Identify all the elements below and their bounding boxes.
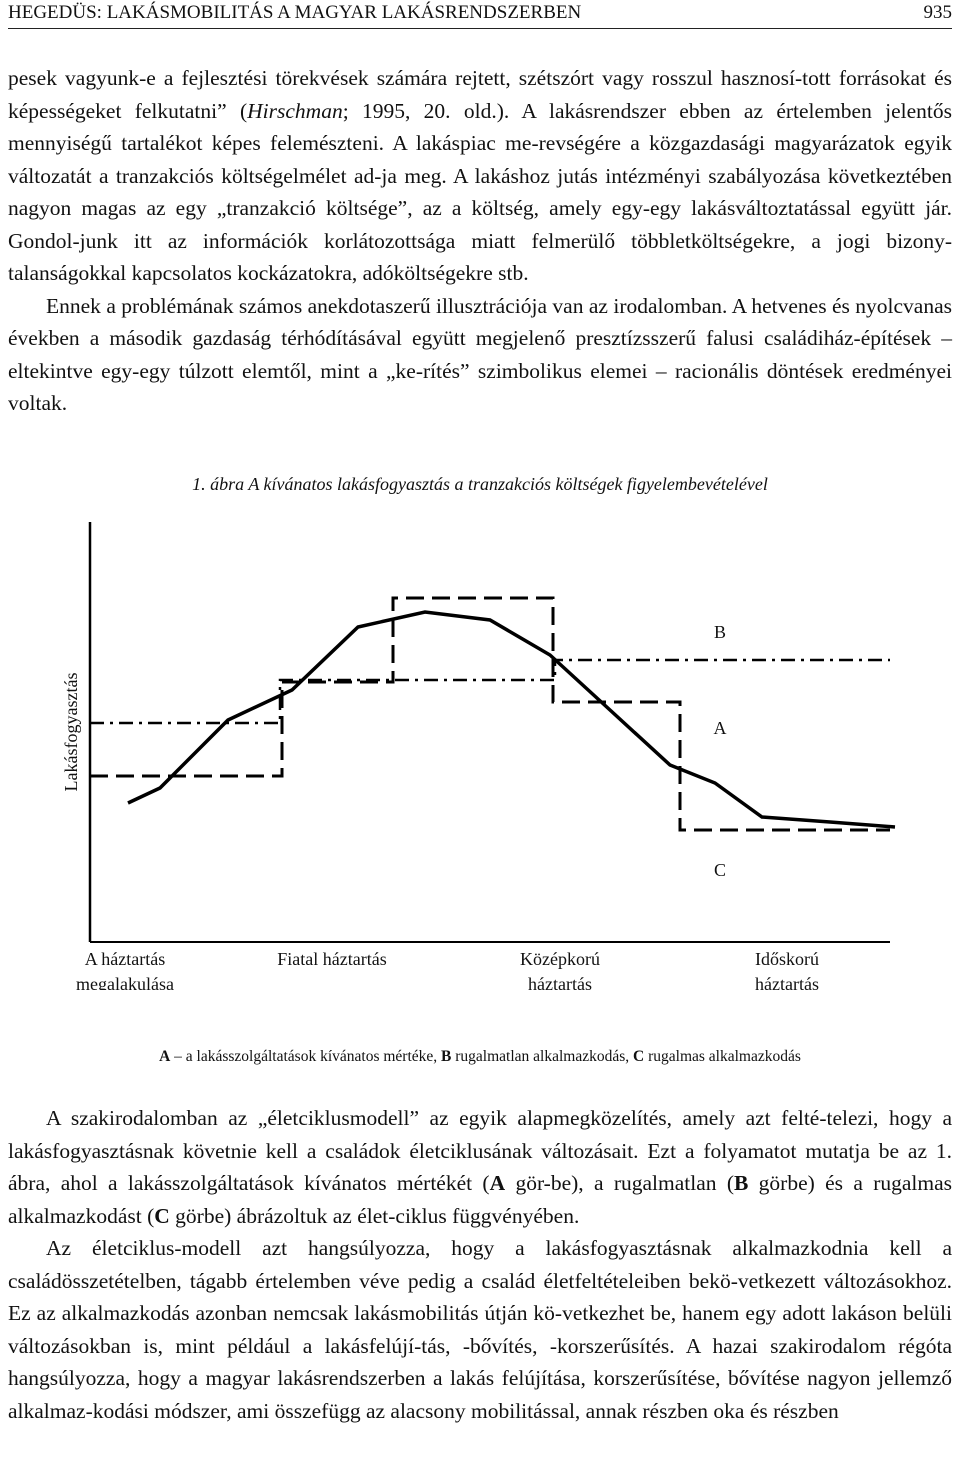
legend-key-a: A <box>159 1048 171 1065</box>
curve-label-c: C <box>713 860 727 880</box>
figure-1 <box>0 510 960 990</box>
curve-a-line <box>128 612 895 827</box>
legend-text-c: rugalmas alkalmazkodás <box>644 1048 801 1065</box>
body-text-top <box>8 62 952 420</box>
figure-caption: 1. ábra A kívánatos lakásfogyasztás a tranzakciós költségek figyelembevételével <box>192 474 768 494</box>
paragraph-3-key-a: A <box>489 1171 506 1195</box>
stage-label-formation-1: A háztartás <box>84 949 166 969</box>
paragraph-3-text-b: gör-be), a rugalmatlan ( <box>505 1171 735 1195</box>
y-axis-label: Lakásfogyasztás <box>61 672 81 792</box>
citation-author: Hirschman <box>247 98 343 123</box>
legend-text-b: rugalmatlan alkalmazkodás, <box>451 1048 634 1065</box>
running-header <box>8 0 952 29</box>
paragraph-1-text-b: ; 1995, 20. old.). A lakásrendszer ebben az értelemben jelentős mennyiségű tartalékot képes felemészteni. A lakáspiac me-revségére a közgazdasági magyarázatok egyik változatát a tranzakciós költségelmélet ad-ja meg. A lakáshoz jutás intézményi szabályozása következtében nagyon magas az egy „tranzakció költsége”, az a költség, amely egy-egy lakásváltoztatással együtt jár. Gondol-junk itt az információk korlátozottsága miatt felmerülő többletköltségekre, a jogi bizony-talanságokkal kapcsolatos kockázatokra, adóköltségekre stb. <box>8 98 953 285</box>
curve-label-b: B <box>713 622 727 642</box>
paragraph-3-key-c: C <box>154 1203 170 1228</box>
running-title: HEGEDÜS: LAKÁSMOBILITÁS A MAGYAR LAKÁSRENDSZERBEN <box>8 2 582 23</box>
stage-label-middle-2: háztartás <box>528 974 592 990</box>
stage-label-elderly-1: Időskorú <box>755 949 819 969</box>
legend-key-b: B <box>441 1048 452 1065</box>
stage-label-young: Fiatal háztartás <box>277 949 387 969</box>
curve-b-line <box>90 660 890 723</box>
legend-text-a: – a lakásszolgáltatások kívánatos mértéke, <box>170 1048 442 1065</box>
paragraph-1 <box>8 62 952 290</box>
paragraph-3-key-b: B <box>734 1171 749 1195</box>
stage-label-middle-1: Középkorú <box>520 949 600 969</box>
body-text-bottom <box>8 1102 952 1427</box>
legend-key-c: C <box>633 1048 645 1065</box>
paragraph-3-text-c: görbe) és a rugalmas alkalmazkodást ( <box>8 1171 953 1228</box>
life-cycle-chart <box>0 510 960 990</box>
stage-label-formation-2: megalakulása <box>76 974 174 990</box>
paragraph-1-text-a: pesek vagyunk-e a fejlesztési törekvések számára rejtett, szétszórt vagy rosszul hasznosí-tott forrásokat és képességeket felkutatni” ( <box>8 66 952 123</box>
paragraph-3 <box>8 1102 952 1232</box>
figure-legend <box>0 1048 960 1066</box>
curve-c-line <box>90 598 890 830</box>
curve-label-a: A <box>713 718 727 738</box>
paragraph-4: Az életciklus-modell azt hangsúlyozza, hogy a lakásfogyasztásnak alkalmazkodnia kell a családösszetételben, tágabb értelemben véve pedig a család életfeltételeiben bekö-vetkezett változásokhoz. Ez az alkalmazkodás azonban nemcsak lakásmobilitás útján kö-vetkezhet be, hanem egy adott lakáson belüli változásokban is, mint például a lakásfelújí-tás, -bővítés, -korszerűsítés. A hazai szakirodalom régóta hangsúlyozza, hogy a magyar lakásrendszerben a lakás felújítása, korszerűsítése, bővítése nagyon jellemző alkalmaz-kodási módszer, ami összefügg az alacsony mobilitással, annak részben oka és részben <box>8 1236 952 1423</box>
paragraph-3-text-d: görbe) ábrázoltuk az élet-ciklus függvényében. <box>169 1203 580 1228</box>
paragraph-3-text-a: A szakirodalomban az „életciklusmodell” az egyik alapmegközelítés, amely azt felté-telezi, hogy a lakásfogyasztásnak követnie kell a családok életciklusának változásait. Ezt a folyamatot mutatja be az 1. ábra, ahol a lakásszolgáltatások kívánatos mértékét ( <box>8 1106 952 1195</box>
page-number: 935 <box>923 2 952 23</box>
stage-label-elderly-2: háztartás <box>755 974 819 990</box>
paragraph-2: Ennek a problémának számos anekdotaszerű illusztrációja van az irodalomban. A hetvenes és nyolcvanas években a második gazdaság térhódításával együtt megjelenő presztízsszerű falusi családiház-építések – eltekintve egy-egy túlzott elemtől, mint a „ke-rítés” szimbolikus elemei – racionális döntések eredményei voltak. <box>8 293 952 415</box>
